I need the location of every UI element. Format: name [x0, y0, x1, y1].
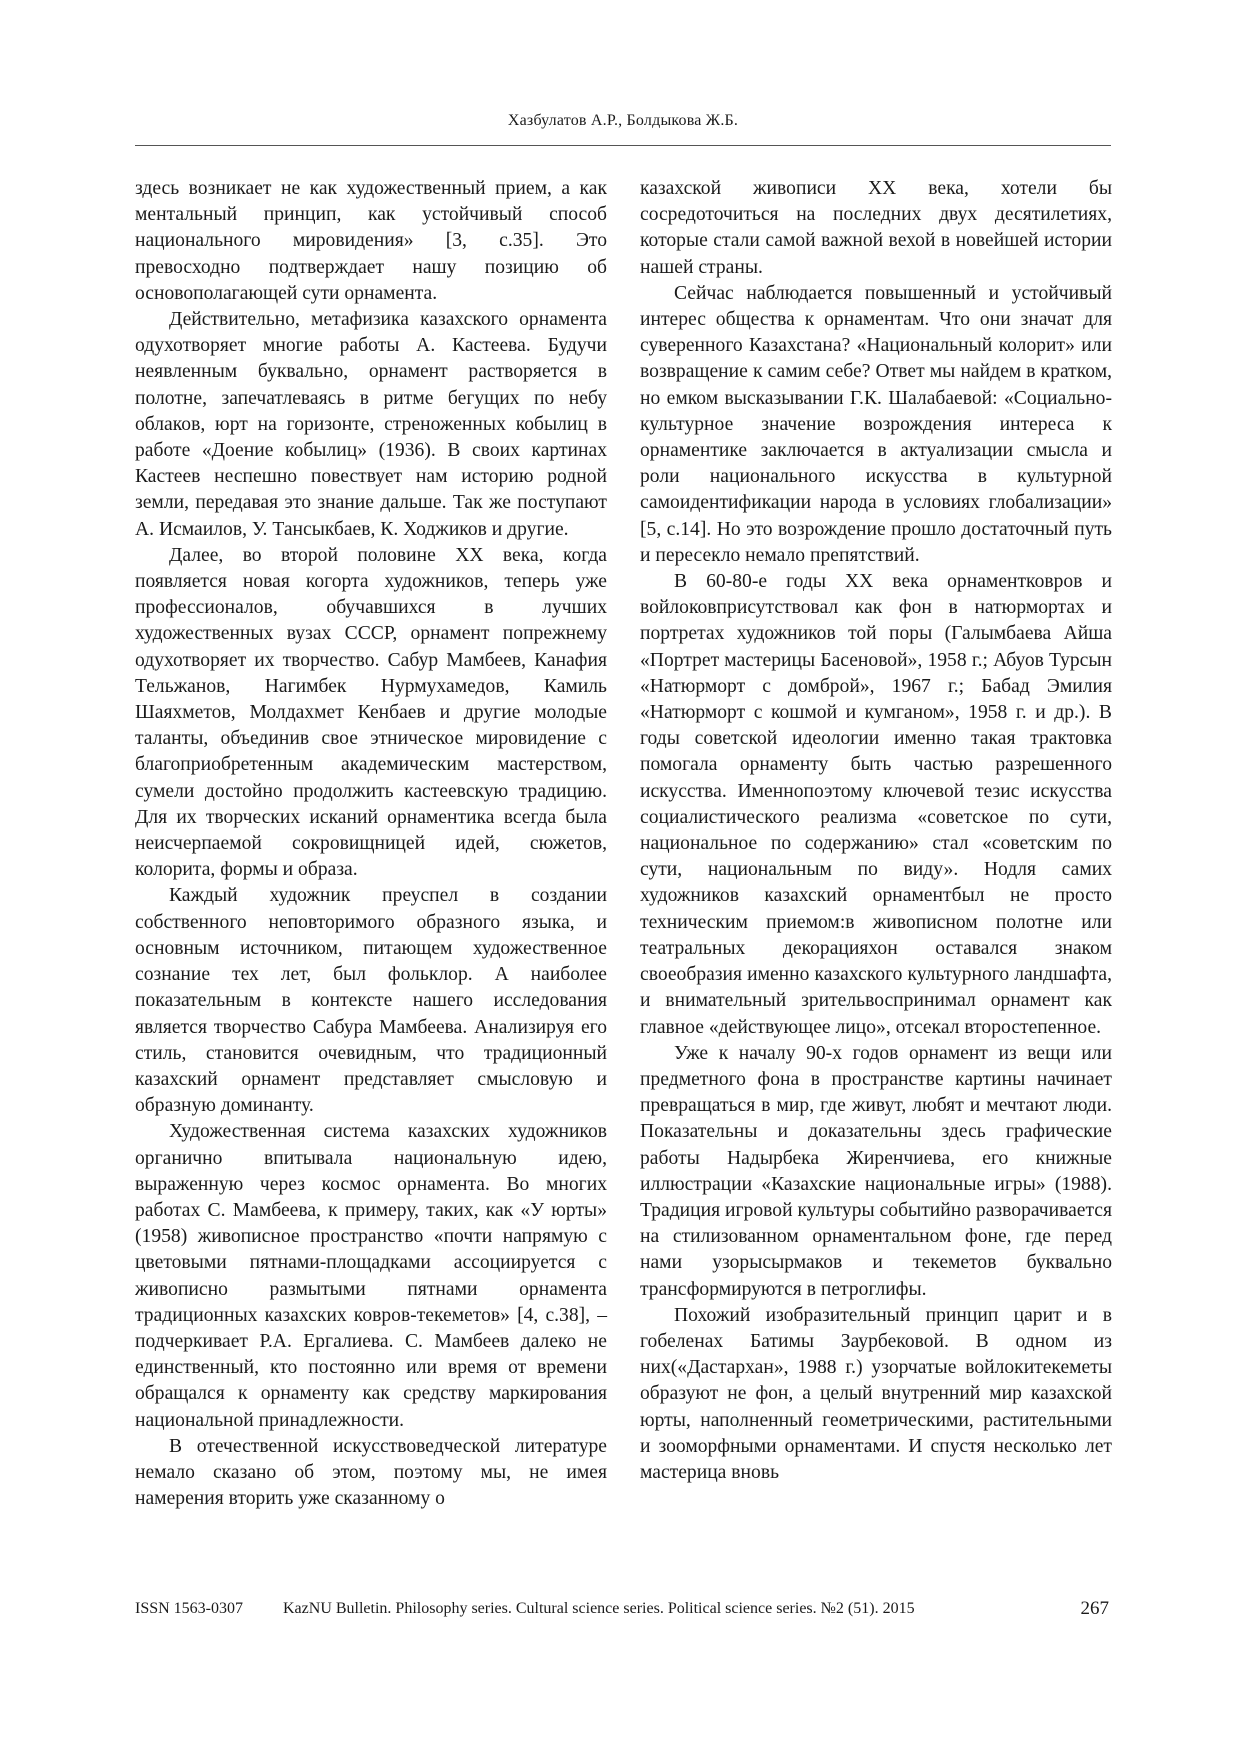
paragraph: Далее, во второй половине XX века, когда появляется новая когорта художников, теперь уже профессионалов, обучавшихся в лучших художественных вузах СССР, орнамент попрежнему одухотворяет их творчество. Сабур Мамбеев, Канафия Тельжанов, Нагимбек Нурмухамедов, Камиль Шаяхметов, Молдахмет Кенбаев и другие молодые таланты, объединив свое этническое мировидение с благоприобретенным академическим мастерством, сумели достойно продолжить кастеевскую традицию. Для их творческих исканий орнаментика всегда была неисчерпаемой сокровищницей идей, сюжетов, колорита, формы и образа.: [135, 544, 607, 881]
paragraph: казахской живописи XX века, хотели бы сосредоточиться на последних двух десятилетиях, которые стали самой важной вехой в новейшей истории нашей страны.: [640, 178, 1112, 278]
page-footer: [135, 1600, 1111, 1624]
paragraph: Художественная система казахских художников органично впитывала национальную идею, выраженную через космос орнамента. Во многих работах С. Мамбеева, к примеру, таких, как «У юрты» (1958) живописное пространство «почти напрямую с цветовыми пятнами-площадками ассоциируется с живописно размытыми пятнами орнамента традиционных казахских ковров-текеметов» [4, с.38], – подчеркивает Р.А. Ергалиева. С. Мамбеев далеко не единственный, кто постоянно или время от времени обращался к орнаменту как средству маркирования национальной принадлежности.: [135, 1121, 607, 1431]
paragraph: Каждый художник преуспел в создании собственного неповторимого образного языка, и основным источником, питающем художественное сознание тех лет, был фольклор. А наиболее показательным в контексте нашего исследования является творчество Сабура Мамбеева. Анализируя его стиль, становится очевидным, что традиционный казахский орнамент представляет смысловую и образную доминанту.: [135, 885, 607, 1117]
right-column: [640, 176, 1112, 1486]
paragraph: В отечественной искусствоведческой литературе немало сказано об этом, поэтому мы, не имея намерения вторить уже сказанному о: [135, 1435, 607, 1510]
paragraph: Уже к началу 90-х годов орнамент из вещи или предметного фона в пространстве картины начинает превращаться в мир, где живут, любят и мечтают люди. Показательны и доказательны здесь графические работы Надырбека Жиренчиева, его книжные иллюстрации «Казахские национальные игры» (1988). Традиция игровой культуры событийно разворачивается на стилизованном орнаментальном фоне, где перед нами узорысырмаков и текеметов буквально трансформируются в петроглифы.: [640, 1042, 1113, 1300]
running-header: Хазбулатов А.Р., Болдыкова Ж.Б.: [507, 112, 739, 129]
paragraph: Сейчас наблюдается повышенный и устойчивый интерес общества к орнаментам. Что они значат для суверенного Казахстана? «Национальный колорит» или возвращение к самим себе? Ответ мы найдем в кратком, но емком высказывании Г.К. Шалабаевой: «Социально-культурное значение возрождения интереса к орнаментике заключается в актуализации смысла и роли национального искусства в культурной самоидентификации народа в условиях глобализации» [5, с.14]. Но это возрождение прошло достаточный путь и пересекло немало препятствий.: [640, 282, 1112, 566]
left-column: [135, 176, 607, 1512]
page-number: 267: [1080, 1598, 1109, 1619]
journal-title: KazNU Bulletin. Philosophy series. Cultural science series. Political science series. №2 (51). 2015: [283, 1600, 915, 1617]
paragraph: здесь возникает не как художественный прием, а как ментальный принцип, как устойчивый способ национального мировидения» [3, с.35]. Это превосходно подтверждает нашу позицию об основополагающей сути орнамента.: [135, 178, 607, 304]
paragraph: Похожий изобразительный принцип царит и в гобеленах Батимы Заурбековой. В одном из них(«Дастархан», 1988 г.) узорчатые войлокитекеметы образуют не фон, а целый внутренний мир казахской юрты, наполненный геометрическими, растительными и зооморфными орнаментами. И спустя несколько лет мастерица вновь: [640, 1304, 1112, 1483]
paragraph: В 60-80-е годы XX века орнаментковров и войлоковприсутствовал как фон в натюрмортах и портретах художников той поры (Галымбаева Айша «Портрет мастерицы Басеновой», 1958 г.; Абуов Турсын «Натюрморт с домброй», 1967 г.; Бабад Эмилия «Натюрморт с кошмой и кумганом», 1958 г. и др.). В годы советской идеологии именно такая трактовка помогала орнаменту быть частью разрешенного искусства. Именнопоэтому ключевой тезис искусства социалистического реализма «советское по сути, национальное по содержанию» стал «советским по сути, национальным по виду». Нодля самих художников казахский орнаментбыл не просто техническим приемом:в живописном полотне или театральных декорацияхон оставался знаком своеобразия именно казахского культурного ландшафта, и внимательный зрительвоспринимал орнамент как главное «действующее лицо», отсекал второстепенное.: [640, 571, 1112, 1038]
header-rule: [135, 145, 1111, 146]
paragraph: Действительно, метафизика казахского орнамента одухотворяет многие работы А. Кастеева. Будучи неявленным буквально, орнамент растворяется в полотне, запечатлеваясь в ритме бегущих по небу облаков, юрт на горизонте, стреноженных кобылиц в работе «Доение кобылиц» (1936). В своих картинах Кастеев неспешно повествует нам историю родной земли, передавая это знание дальше. Так же поступают А. Исмаилов, У. Тансыкбаев, К. Ходжиков и другие.: [135, 309, 607, 540]
issn-label: ISSN 1563-0307: [135, 1600, 244, 1617]
